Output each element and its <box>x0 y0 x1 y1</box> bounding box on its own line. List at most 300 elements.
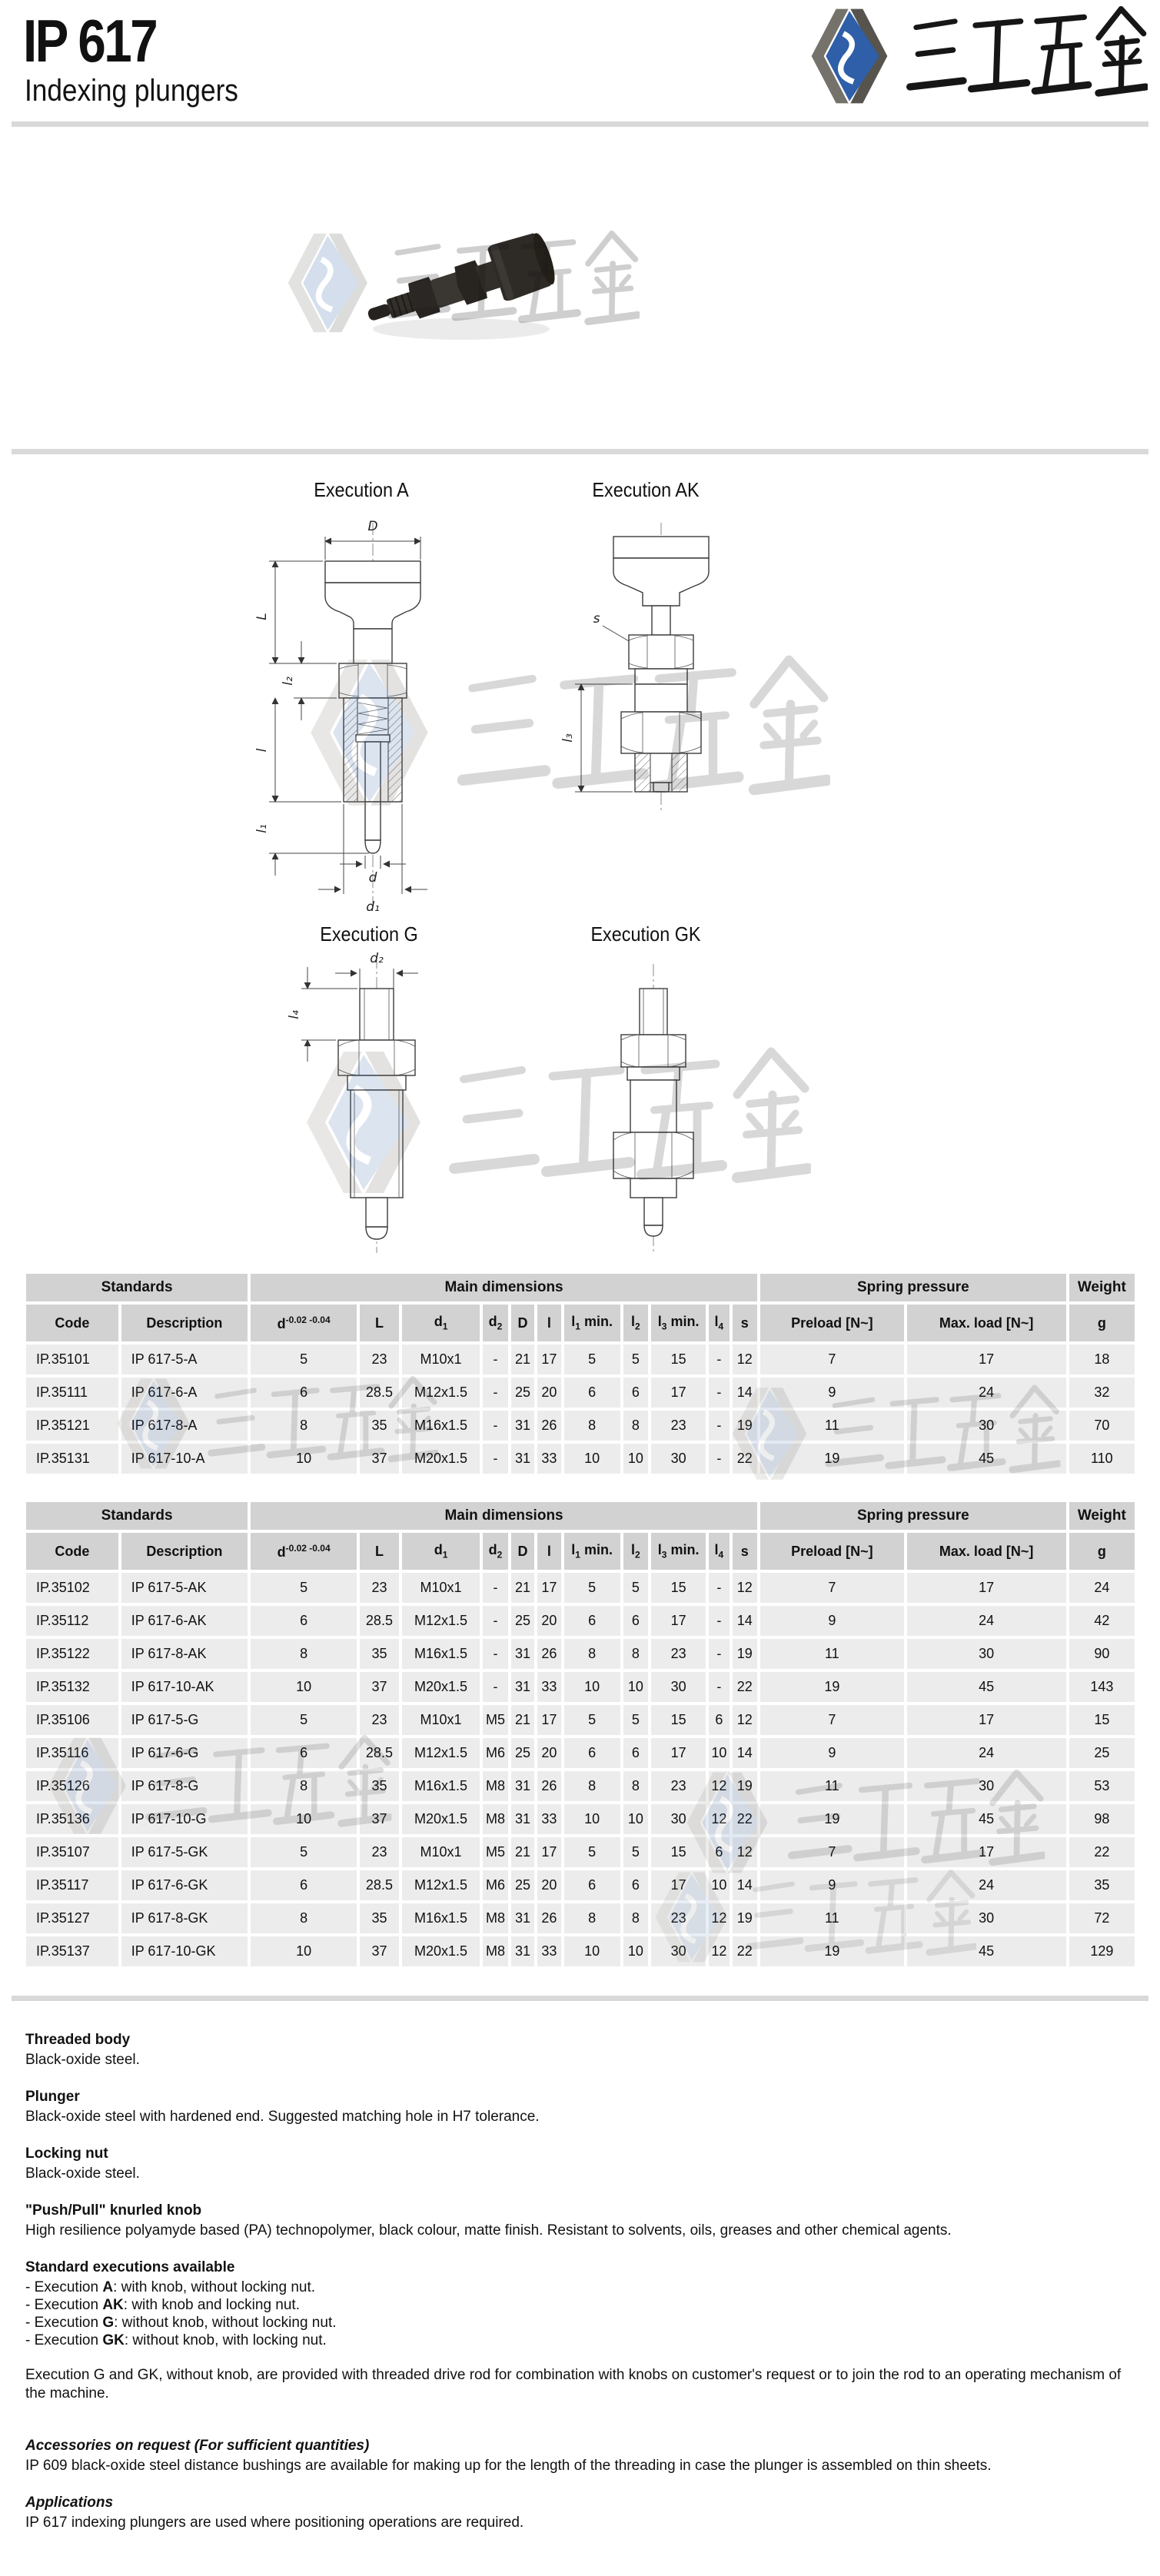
drawing-title-a: Execution A <box>314 478 409 501</box>
section-body-applications: IP 617 indexing plungers are used where positioning operations are required. <box>25 2515 524 2531</box>
table-column-header: $l_3$ min. <box>651 1533 706 1570</box>
value-cell: 6 <box>623 1606 648 1636</box>
description-cell: IP 617-10-AK <box>121 1672 248 1702</box>
bullet-code: G <box>102 2315 115 2331</box>
value-cell: 23 <box>360 1345 399 1374</box>
value-cell: M20x1.5 <box>402 1444 480 1474</box>
table-row <box>26 1837 1135 1867</box>
table-row <box>26 1378 1135 1408</box>
value-cell: M6 <box>483 1738 507 1768</box>
dim-label-l3: l₃ <box>560 733 576 743</box>
value-cell: 17 <box>907 1705 1066 1735</box>
value-cell: M10x1 <box>402 1573 480 1603</box>
description-cell: IP 617-5-GK <box>121 1837 248 1867</box>
code-cell: IP.35121 <box>26 1411 118 1441</box>
value-cell: 17 <box>651 1738 706 1768</box>
value-cell: 21 <box>511 1573 534 1603</box>
table-group-header: Standards <box>26 1274 248 1301</box>
bullet-code: GK <box>102 2332 125 2348</box>
technical-drawings <box>215 461 784 1276</box>
execution-item-ak <box>25 2296 1138 2314</box>
value-cell: 17 <box>907 1345 1066 1374</box>
value-cell: 45 <box>907 1672 1066 1702</box>
dim-label-l: l <box>254 748 270 753</box>
dimensions-table-ak-g-gk <box>23 1499 1138 1969</box>
table-group-header: Weight <box>1069 1502 1135 1530</box>
value-cell: 8 <box>564 1771 620 1801</box>
accessories-section <box>25 2437 1138 2475</box>
value-cell: 6 <box>564 1738 620 1768</box>
value-cell: 17 <box>907 1573 1066 1603</box>
value-cell: 6 <box>623 1870 648 1900</box>
value-cell: 26 <box>537 1639 560 1669</box>
value-cell: 15 <box>651 1573 706 1603</box>
dim-label-l1: l₁ <box>254 824 270 833</box>
value-cell: 26 <box>537 1771 560 1801</box>
value-cell: - <box>483 1606 507 1636</box>
value-cell: 21 <box>511 1705 534 1735</box>
value-cell: 5 <box>623 1573 648 1603</box>
value-cell: 17 <box>537 1705 560 1735</box>
value-cell: 6 <box>251 1738 357 1768</box>
value-cell: - <box>483 1639 507 1669</box>
value-cell: 72 <box>1069 1903 1135 1933</box>
value-cell: 33 <box>537 1936 560 1966</box>
table-column-header: g <box>1069 1533 1135 1570</box>
value-cell: 6 <box>623 1738 648 1768</box>
table-group-header: Main dimensions <box>251 1274 757 1301</box>
value-cell: 10 <box>564 1804 620 1834</box>
dim-label-d2: d₂ <box>370 952 384 966</box>
bullet-text: : without knob, with locking nut. <box>124 2332 327 2348</box>
value-cell: 20 <box>537 1870 560 1900</box>
value-cell: 9 <box>760 1378 904 1408</box>
description-cell: IP 617-5-G <box>121 1705 248 1735</box>
value-cell: 31 <box>511 1639 534 1669</box>
value-cell: 9 <box>760 1870 904 1900</box>
value-cell: 10 <box>251 1444 357 1474</box>
value-cell: - <box>709 1606 729 1636</box>
value-cell: 10 <box>623 1936 648 1966</box>
value-cell: M16x1.5 <box>402 1639 480 1669</box>
value-cell: 70 <box>1069 1411 1135 1441</box>
value-cell: 19 <box>760 1444 904 1474</box>
value-cell: 8 <box>564 1411 620 1441</box>
dim-label-l2: l₂ <box>281 676 296 686</box>
drawing-title-gk: Execution GK <box>590 922 701 946</box>
value-cell: - <box>483 1411 507 1441</box>
value-cell: 10 <box>564 1672 620 1702</box>
drawing-execution-g <box>261 952 477 1259</box>
value-cell: 21 <box>511 1837 534 1867</box>
value-cell: M10x1 <box>402 1837 480 1867</box>
value-cell: M8 <box>483 1903 507 1933</box>
value-cell: 10 <box>251 1672 357 1702</box>
bullet-text: : without knob, without locking nut. <box>114 2315 337 2331</box>
table-row <box>26 1903 1135 1933</box>
value-cell: 17 <box>651 1378 706 1408</box>
value-cell: 14 <box>733 1738 757 1768</box>
value-cell: 10 <box>251 1804 357 1834</box>
value-cell: 25 <box>1069 1738 1135 1768</box>
value-cell: M12x1.5 <box>402 1606 480 1636</box>
value-cell: 8 <box>251 1639 357 1669</box>
table-row <box>26 1870 1135 1900</box>
value-cell: 28.5 <box>360 1738 399 1768</box>
value-cell: 5 <box>251 1345 357 1374</box>
table-column-header: $l_1$ min. <box>564 1305 620 1341</box>
bullet-text: - Execution <box>25 2279 103 2295</box>
code-cell: IP.35101 <box>26 1345 118 1374</box>
value-cell: 18 <box>1069 1345 1135 1374</box>
value-cell: 6 <box>623 1378 648 1408</box>
description-cell: IP 617-6-GK <box>121 1870 248 1900</box>
value-cell: 8 <box>623 1771 648 1801</box>
description-cell: IP 617-6-G <box>121 1738 248 1768</box>
value-cell: 21 <box>511 1345 534 1374</box>
description-sections <box>25 2031 1138 2532</box>
value-cell: 19 <box>733 1411 757 1441</box>
value-cell: 15 <box>1069 1705 1135 1735</box>
value-cell: - <box>709 1444 729 1474</box>
value-cell: 23 <box>651 1639 706 1669</box>
value-cell: 31 <box>511 1903 534 1933</box>
brand-logo <box>809 5 1148 108</box>
value-cell: 5 <box>623 1345 648 1374</box>
value-cell: 17 <box>651 1606 706 1636</box>
value-cell: 33 <box>537 1672 560 1702</box>
value-cell: 6 <box>251 1606 357 1636</box>
table-column-header: Max. load [N~] <box>907 1533 1066 1570</box>
code-cell: IP.35112 <box>26 1606 118 1636</box>
value-cell: 9 <box>760 1606 904 1636</box>
execution-item-g <box>25 2314 1138 2332</box>
description-cell: IP 617-10-G <box>121 1804 248 1834</box>
table-column-header: L <box>360 1533 399 1570</box>
value-cell: 15 <box>651 1837 706 1867</box>
table-column-header: $d_2$ <box>483 1305 507 1341</box>
code-cell: IP.35116 <box>26 1738 118 1768</box>
value-cell: 31 <box>511 1444 534 1474</box>
value-cell: 31 <box>511 1771 534 1801</box>
value-cell: 12 <box>733 1837 757 1867</box>
table-row <box>26 1606 1135 1636</box>
bullet-text: - Execution <box>25 2332 103 2348</box>
value-cell: 19 <box>733 1639 757 1669</box>
value-cell: 11 <box>760 1903 904 1933</box>
bullet-text: : with knob, without locking nut. <box>113 2279 316 2295</box>
value-cell: 19 <box>760 1804 904 1834</box>
value-cell: 10 <box>623 1444 648 1474</box>
table-column-header: s <box>733 1305 757 1341</box>
value-cell: 6 <box>709 1705 729 1735</box>
value-cell: 33 <box>537 1804 560 1834</box>
code-cell: IP.35107 <box>26 1837 118 1867</box>
section-heading-locking-nut: Locking nut <box>25 2146 108 2162</box>
table-group-header: Main dimensions <box>251 1502 757 1530</box>
code-cell: IP.35127 <box>26 1903 118 1933</box>
value-cell: 10 <box>623 1672 648 1702</box>
section-body-accessories: IP 609 black-oxide steel distance bushings are available for making up for the length of the threading in case the plunger is assembled on thin sheets. <box>25 2458 992 2474</box>
value-cell: 25 <box>511 1870 534 1900</box>
description-cell: IP 617-5-AK <box>121 1573 248 1603</box>
value-cell: 5 <box>251 1705 357 1735</box>
value-cell: 33 <box>537 1444 560 1474</box>
bullet-code: AK <box>102 2297 124 2313</box>
value-cell: 10 <box>564 1936 620 1966</box>
section-heading-plunger: Plunger <box>25 2089 80 2105</box>
table-row <box>26 1804 1135 1834</box>
code-cell: IP.35106 <box>26 1705 118 1735</box>
table-column-header: D <box>511 1533 534 1570</box>
description-cell: IP 617-10-A <box>121 1444 248 1474</box>
value-cell: M10x1 <box>402 1345 480 1374</box>
table-row <box>26 1411 1135 1441</box>
value-cell: 5 <box>251 1837 357 1867</box>
value-cell: M5 <box>483 1837 507 1867</box>
dim-label-L: L <box>254 613 270 620</box>
value-cell: 22 <box>733 1672 757 1702</box>
table-column-header: l <box>537 1533 560 1570</box>
value-cell: 7 <box>760 1837 904 1867</box>
value-cell: 23 <box>651 1903 706 1933</box>
value-cell: 15 <box>651 1705 706 1735</box>
table-column-header: D <box>511 1305 534 1341</box>
value-cell: 8 <box>623 1903 648 1933</box>
value-cell: 37 <box>360 1936 399 1966</box>
value-cell: M12x1.5 <box>402 1870 480 1900</box>
value-cell: 8 <box>623 1639 648 1669</box>
value-cell: 5 <box>564 1573 620 1603</box>
code-cell: IP.35136 <box>26 1804 118 1834</box>
table-column-header: $d^{-0.02 -0.04}$ <box>251 1305 357 1341</box>
value-cell: 23 <box>360 1573 399 1603</box>
value-cell: 42 <box>1069 1606 1135 1636</box>
value-cell: 17 <box>537 1573 560 1603</box>
value-cell: 22 <box>733 1444 757 1474</box>
value-cell: 8 <box>564 1639 620 1669</box>
value-cell: 30 <box>651 1672 706 1702</box>
value-cell: M20x1.5 <box>402 1672 480 1702</box>
value-cell: 6 <box>251 1378 357 1408</box>
dim-label-s: s <box>593 611 600 627</box>
value-cell: 24 <box>1069 1573 1135 1603</box>
table-column-header: $l_2$ <box>623 1305 648 1341</box>
value-cell: 23 <box>651 1771 706 1801</box>
section-heading-accessories: Accessories on request (For sufficient quantities) <box>25 2438 370 2454</box>
table-column-header: Code <box>26 1305 118 1341</box>
value-cell: 53 <box>1069 1771 1135 1801</box>
bullet-code: A <box>102 2279 114 2295</box>
value-cell: 10 <box>709 1738 729 1768</box>
value-cell: 129 <box>1069 1936 1135 1966</box>
value-cell: 25 <box>511 1378 534 1408</box>
execution-item-a <box>25 2279 1138 2296</box>
value-cell: 23 <box>651 1411 706 1441</box>
value-cell: 28.5 <box>360 1606 399 1636</box>
value-cell: M20x1.5 <box>402 1936 480 1966</box>
divider <box>12 121 1148 127</box>
value-cell: 5 <box>623 1837 648 1867</box>
section-body-plunger: Black-oxide steel with hardened end. Suggested matching hole in H7 tolerance. <box>25 2109 540 2125</box>
value-cell: 14 <box>733 1870 757 1900</box>
value-cell: 35 <box>360 1411 399 1441</box>
value-cell: M16x1.5 <box>402 1903 480 1933</box>
value-cell: 5 <box>623 1705 648 1735</box>
table-row <box>26 1639 1135 1669</box>
value-cell: 6 <box>564 1378 620 1408</box>
value-cell: 19 <box>733 1771 757 1801</box>
bullet-text: : with knob and locking nut. <box>123 2297 300 2313</box>
table-column-header: $d_1$ <box>402 1533 480 1570</box>
table-column-header: L <box>360 1305 399 1341</box>
value-cell: 22 <box>733 1804 757 1834</box>
dim-label-D: D <box>367 519 378 534</box>
table-row <box>26 1936 1135 1966</box>
value-cell: 5 <box>564 1837 620 1867</box>
value-cell: 143 <box>1069 1672 1135 1702</box>
value-cell: 22 <box>1069 1837 1135 1867</box>
table-column-header: l <box>537 1305 560 1341</box>
table-column-header: $d_2$ <box>483 1533 507 1570</box>
description-cell: IP 617-8-GK <box>121 1903 248 1933</box>
table-column-header: $d_1$ <box>402 1305 480 1341</box>
table-row <box>26 1771 1135 1801</box>
value-cell: 31 <box>511 1804 534 1834</box>
value-cell: 7 <box>760 1345 904 1374</box>
dim-label-l4: l₄ <box>287 1010 302 1019</box>
value-cell: M8 <box>483 1771 507 1801</box>
description-cell: IP 617-5-A <box>121 1345 248 1374</box>
value-cell: M5 <box>483 1705 507 1735</box>
table-group-header: Spring pressure <box>760 1502 1066 1530</box>
table-column-header: $l_4$ <box>709 1305 729 1341</box>
section-heading-executions: Standard executions available <box>25 2259 235 2275</box>
bullet-text: - Execution <box>25 2315 103 2331</box>
value-cell: - <box>709 1672 729 1702</box>
description-cell: IP 617-8-G <box>121 1771 248 1801</box>
value-cell: - <box>483 1345 507 1374</box>
divider <box>12 449 1148 454</box>
value-cell: 24 <box>907 1606 1066 1636</box>
value-cell: 20 <box>537 1738 560 1768</box>
value-cell: 30 <box>651 1804 706 1834</box>
value-cell: 12 <box>709 1804 729 1834</box>
table-column-header: Preload [N~] <box>760 1533 904 1570</box>
value-cell: 37 <box>360 1444 399 1474</box>
value-cell: 31 <box>511 1936 534 1966</box>
table-column-header: $l_1$ min. <box>564 1533 620 1570</box>
value-cell: 35 <box>360 1639 399 1669</box>
code-cell: IP.35111 <box>26 1378 118 1408</box>
value-cell: 35 <box>360 1903 399 1933</box>
table-row <box>26 1345 1135 1374</box>
code-cell: IP.35126 <box>26 1771 118 1801</box>
value-cell: 12 <box>709 1936 729 1966</box>
value-cell: 98 <box>1069 1804 1135 1834</box>
value-cell: 17 <box>907 1837 1066 1867</box>
product-photo <box>361 221 569 356</box>
code-cell: IP.35137 <box>26 1936 118 1966</box>
value-cell: 9 <box>760 1738 904 1768</box>
table-group-header: Standards <box>26 1502 248 1530</box>
value-cell: 7 <box>760 1705 904 1735</box>
table-column-header: Preload [N~] <box>760 1305 904 1341</box>
code-cell: IP.35117 <box>26 1870 118 1900</box>
page-title: IP 617 <box>23 7 157 75</box>
code-cell: IP.35122 <box>26 1639 118 1669</box>
value-cell: 110 <box>1069 1444 1135 1474</box>
value-cell: M12x1.5 <box>402 1378 480 1408</box>
value-cell: 31 <box>511 1411 534 1441</box>
value-cell: 14 <box>733 1606 757 1636</box>
section-body-knurled-knob: High resilience polyamyde based (PA) technopolymer, black colour, matte finish. Resistant to solvents, oils, greases and other chemical agents. <box>25 2222 952 2239</box>
value-cell: 10 <box>623 1804 648 1834</box>
value-cell: 19 <box>760 1936 904 1966</box>
table-column-header: $l_2$ <box>623 1533 648 1570</box>
value-cell: 17 <box>537 1345 560 1374</box>
value-cell: 30 <box>907 1639 1066 1669</box>
value-cell: - <box>709 1345 729 1374</box>
value-cell: M8 <box>483 1936 507 1966</box>
value-cell: - <box>483 1672 507 1702</box>
value-cell: 17 <box>537 1837 560 1867</box>
divider <box>12 1996 1148 2001</box>
value-cell: 6 <box>564 1870 620 1900</box>
value-cell: 15 <box>651 1345 706 1374</box>
drawing-title-g: Execution G <box>320 922 418 946</box>
description-cell: IP 617-8-A <box>121 1411 248 1441</box>
table-row <box>26 1444 1135 1474</box>
value-cell: 45 <box>907 1804 1066 1834</box>
value-cell: 30 <box>907 1903 1066 1933</box>
value-cell: 6 <box>564 1606 620 1636</box>
value-cell: 30 <box>907 1771 1066 1801</box>
section-body-threaded-body: Black-oxide steel. <box>25 2052 140 2068</box>
value-cell: 20 <box>537 1606 560 1636</box>
value-cell: 6 <box>709 1837 729 1867</box>
code-cell: IP.35102 <box>26 1573 118 1603</box>
value-cell: 5 <box>564 1705 620 1735</box>
table-row <box>26 1672 1135 1702</box>
table-row <box>26 1705 1135 1735</box>
page-subtitle: Indexing plungers <box>25 74 238 108</box>
drawing-execution-a <box>246 506 477 917</box>
table-group-header: Spring pressure <box>760 1274 1066 1301</box>
value-cell: 6 <box>251 1870 357 1900</box>
value-cell: 30 <box>651 1444 706 1474</box>
value-cell: M20x1.5 <box>402 1804 480 1834</box>
value-cell: 25 <box>511 1738 534 1768</box>
executions-note: Execution G and GK, without knob, are provided with threaded drive rod for combination with knobs on customer's request or to join the rod to an operating mechanism of the machine. <box>25 2367 1122 2401</box>
value-cell: 12 <box>733 1573 757 1603</box>
table-row <box>26 1573 1135 1603</box>
value-cell: 23 <box>360 1705 399 1735</box>
value-cell: 35 <box>360 1771 399 1801</box>
execution-item-gk <box>25 2332 1138 2349</box>
dim-label-d1: d₁ <box>366 899 380 915</box>
table-column-header: Code <box>26 1533 118 1570</box>
value-cell: 32 <box>1069 1378 1135 1408</box>
value-cell: - <box>709 1378 729 1408</box>
table-column-header: s <box>733 1533 757 1570</box>
description-cell: IP 617-10-GK <box>121 1936 248 1966</box>
value-cell: 30 <box>651 1936 706 1966</box>
table-column-header: Description <box>121 1305 248 1341</box>
value-cell: 25 <box>511 1606 534 1636</box>
value-cell: 8 <box>623 1411 648 1441</box>
value-cell: 11 <box>760 1639 904 1669</box>
